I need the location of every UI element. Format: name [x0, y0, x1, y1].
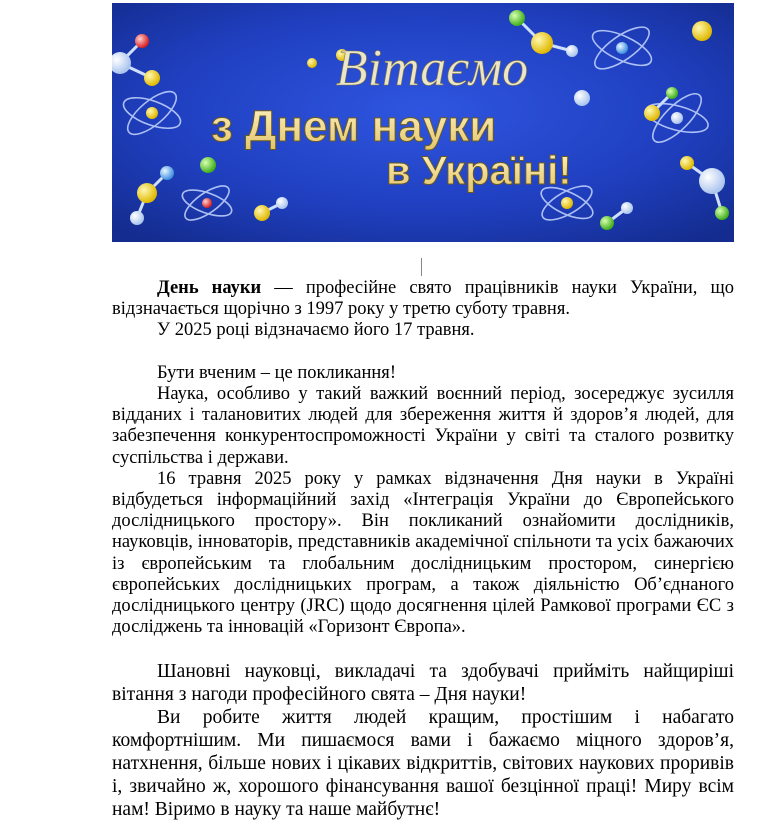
blank-line	[112, 638, 734, 659]
science-day-term: День науки	[157, 278, 262, 298]
paragraph-science: Наука, особливо у такий важкий воєнний період, зосереджує зусилля відданих і талановитих людей для збереження життя й здоров’я людей, для забезпечення конкурентоспроможності України у світі та сталого розвитку суспільства і держави.	[112, 384, 734, 468]
banner-title-line2: в Україні!	[386, 149, 572, 193]
paragraph-greeting: Шановні науковці, викладачі та здобувачі прийміть найщиріші вітання з нагоди професійного свята – Дня науки!	[112, 660, 734, 705]
banner-greeting: Вітаємо	[335, 40, 529, 97]
banner-title-line1: з Днем науки	[211, 102, 497, 151]
paragraph-event: 16 травня 2025 року у рамках відзначення Дня науки в Україні відбудеться інформаційний захід «Інтеграція України до Європейського дослідницького простору». Він покликаний ознайомити дослідників, науковців, інноваторів, представників академічної спільноти та усіх бажаючих із європейським та глобальним дослідницьким простором, синергією європейських дослідницьких програм, а також діяльністю Об’єднаного дослідницького центру (JRC) щодо досягнення цілей Рамкової програми ЄС з досліджень та інновацій «Горизонт Європа».	[112, 468, 734, 638]
document-body	[112, 278, 734, 821]
paragraph-date: У 2025 році відзначаємо його 17 травня.	[157, 320, 475, 341]
text-cursor	[421, 258, 422, 276]
paragraph-calling: Бути вченим – це покликання!	[157, 362, 396, 383]
blank-line	[112, 342, 734, 363]
paragraph-wishes: Ви робите життя людей кращим, простішим і набагато комфортнішим. Ми пишаємося вами і бажаємо міцного здоров’я, натхнення, більше нових і цікавих відкриттів, світових наукових проривів і, звичайно ж, хорошого фінансування вашої безцінної праці! Миру всім нам! Віримо в науку та наше майбутнє!	[112, 706, 734, 820]
paragraph-intro: День науки — професійне свято працівників науки України, що відзначається щорічно з 1997 року у третю суботу травня.	[112, 278, 734, 320]
banner-image	[112, 3, 734, 242]
